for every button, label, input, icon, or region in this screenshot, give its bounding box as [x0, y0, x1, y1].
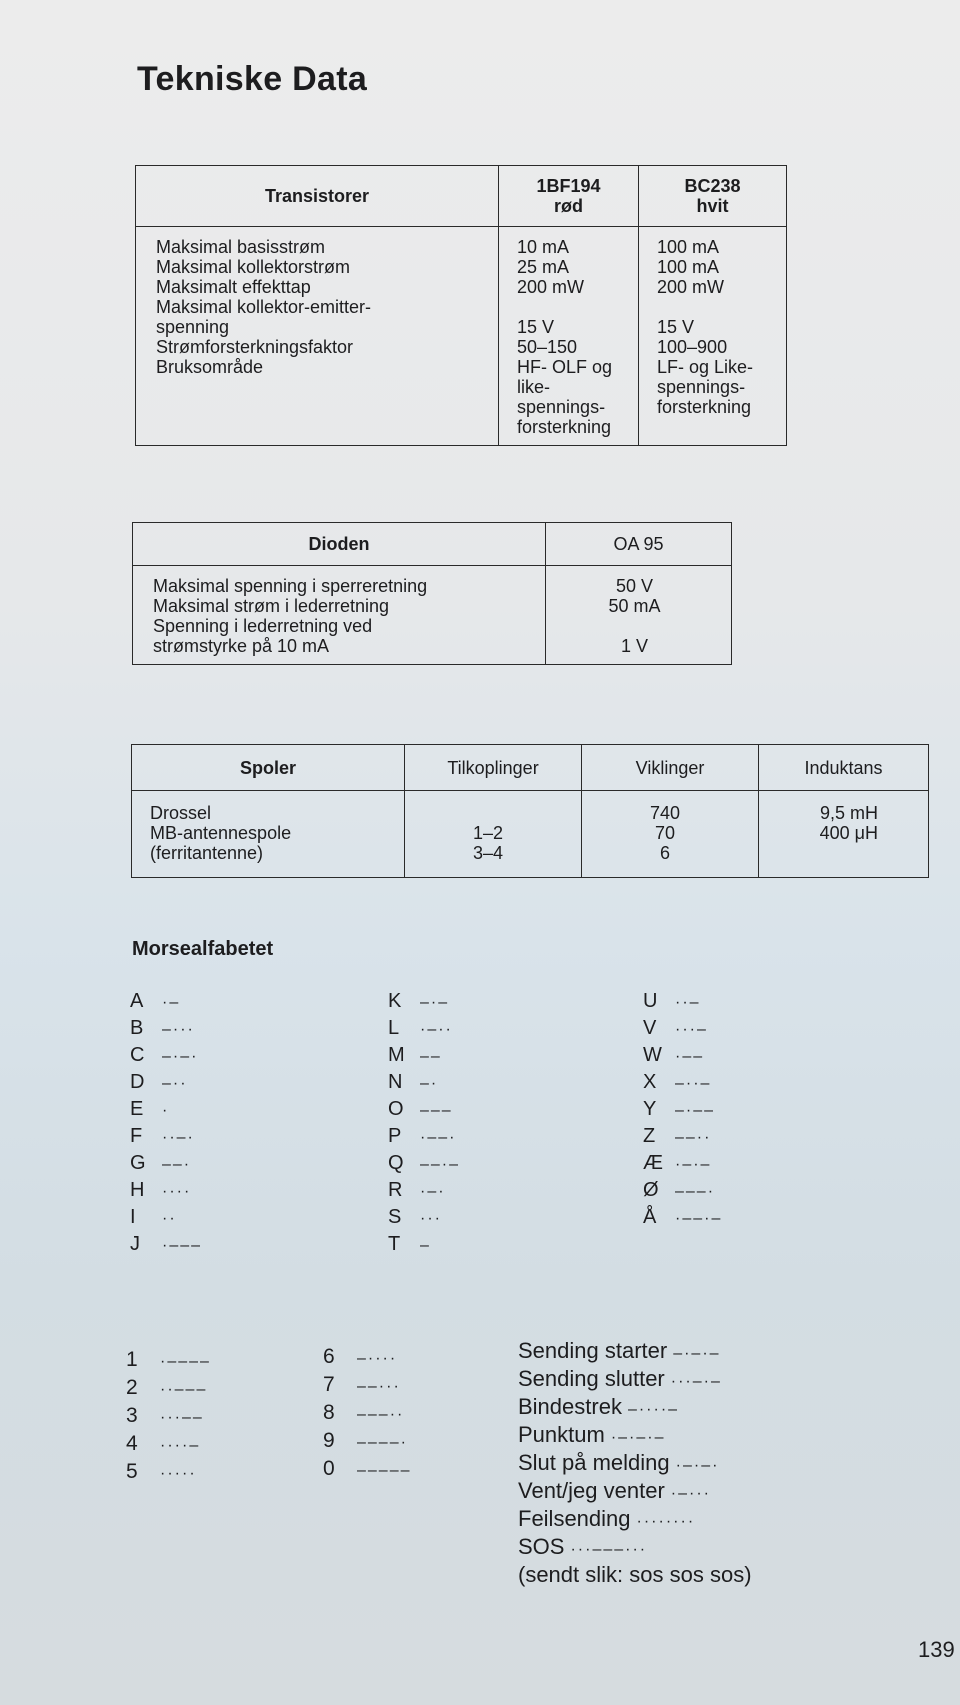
transistor-col1-values: 10 mA 25 mA 200 mW 15 V 50–150 HF- OLF og like- spennings- forsterkning	[499, 227, 639, 446]
morse-entry	[388, 1015, 460, 1042]
procedure-entry	[518, 1337, 758, 1365]
transistor-col2-values: 100 mA 100 mA 200 mW 15 V 100–900 LF- og Like- spennings- forsterkning	[639, 227, 787, 446]
morse-code: –··–	[675, 1075, 712, 1092]
morse-character: W	[643, 1044, 662, 1066]
morse-entry	[126, 1346, 211, 1374]
morse-code: ·–·–	[675, 1156, 712, 1173]
morse-character: F	[130, 1125, 143, 1147]
morse-character: Z	[643, 1125, 656, 1147]
procedure-label: Slut på melding	[518, 1450, 670, 1475]
morse-character: Æ	[643, 1152, 663, 1174]
morse-entry	[388, 1204, 460, 1231]
morse-entry	[130, 1150, 202, 1177]
morse-code: ––··	[675, 1129, 712, 1146]
morse-entry	[323, 1399, 412, 1427]
procedure-entry	[518, 1561, 758, 1589]
morse-code: ·–·	[420, 1183, 446, 1200]
morse-code: ––	[420, 1048, 442, 1065]
morse-character: 5	[126, 1460, 138, 1483]
morse-code: –––·	[675, 1183, 716, 1200]
morse-character: B	[130, 1017, 144, 1039]
morse-character: 1	[126, 1348, 138, 1371]
morse-character: L	[388, 1017, 400, 1039]
morse-code: ··	[162, 1210, 177, 1227]
morse-code: ·····	[160, 1465, 197, 1482]
morse-entry	[126, 1374, 211, 1402]
morse-entry	[643, 1015, 722, 1042]
diode-table	[132, 522, 732, 665]
morse-character: K	[388, 990, 402, 1012]
morse-code: –––··	[357, 1406, 405, 1423]
morse-entry	[643, 1069, 722, 1096]
morse-code: ·––––	[160, 1353, 211, 1370]
morse-entry	[388, 1069, 460, 1096]
morse-entry	[643, 1177, 722, 1204]
procedure-code: ·–···	[670, 1485, 711, 1502]
morse-entry	[130, 1042, 202, 1069]
morse-code: ––·–	[420, 1156, 461, 1173]
digits-column-2	[323, 1343, 412, 1483]
morse-character: 2	[126, 1376, 138, 1399]
morse-character: E	[130, 1098, 144, 1120]
morse-code: ––···	[357, 1378, 401, 1395]
diode-col-header: OA 95	[546, 523, 732, 566]
digits-column-1	[126, 1346, 211, 1486]
morse-entry	[130, 1015, 202, 1042]
procedure-label: (sendt slik: sos sos sos)	[518, 1562, 752, 1587]
morse-code: –·	[420, 1075, 439, 1092]
morse-code: ·––·	[420, 1129, 457, 1146]
morse-code: –	[420, 1237, 431, 1254]
morse-column-1	[130, 988, 202, 1258]
coil-windings: 740 70 6	[582, 791, 759, 878]
morse-entry	[126, 1402, 211, 1430]
morse-code: ––·	[162, 1156, 192, 1173]
morse-character: Q	[388, 1152, 404, 1174]
transistor-col1-header: 1BF194 rød	[499, 166, 639, 227]
morse-character: 3	[126, 1404, 138, 1427]
morse-code: –····	[357, 1350, 398, 1367]
morse-code: ···––	[160, 1409, 204, 1426]
table-row	[132, 791, 929, 878]
table-row	[133, 566, 732, 665]
morse-code: ··–––	[160, 1381, 208, 1398]
morse-character: V	[643, 1017, 657, 1039]
morse-code: ····–	[160, 1437, 201, 1454]
morse-character: Y	[643, 1098, 657, 1120]
page-title: Tekniske Data	[137, 60, 368, 98]
morse-entry	[643, 988, 722, 1015]
procedure-label: Sending starter	[518, 1338, 668, 1363]
procedure-label: SOS	[518, 1534, 565, 1559]
procedure-signals	[518, 1337, 758, 1589]
morse-entry	[643, 1123, 722, 1150]
morse-character: 8	[323, 1401, 335, 1424]
morse-entry	[323, 1427, 412, 1455]
procedure-entry	[518, 1421, 758, 1449]
morse-code: –·–	[420, 994, 450, 1011]
morse-character: 6	[323, 1345, 335, 1368]
morse-character: D	[130, 1071, 145, 1093]
coil-names: Drossel MB-antennespole (ferritantenne)	[132, 791, 405, 878]
procedure-entry	[518, 1533, 758, 1561]
morse-entry	[130, 988, 202, 1015]
morse-character: N	[388, 1071, 403, 1093]
morse-entry	[643, 1204, 722, 1231]
morse-code: –·–·	[162, 1048, 199, 1065]
coil-windings-header: Viklinger	[582, 745, 759, 791]
coil-table	[131, 744, 929, 878]
procedure-entry	[518, 1477, 758, 1505]
diode-header: Dioden	[133, 523, 546, 566]
procedure-entry	[518, 1365, 758, 1393]
morse-character: 7	[323, 1373, 335, 1396]
morse-entry	[388, 1096, 460, 1123]
morse-character: Å	[643, 1206, 657, 1228]
transistor-col2-header: BC238 hvit	[639, 166, 787, 227]
morse-entry	[388, 1231, 460, 1258]
morse-code: ––––·	[357, 1434, 408, 1451]
coil-header: Spoler	[132, 745, 405, 791]
procedure-code: ·–·–·–	[610, 1429, 666, 1446]
morse-code: –––––	[357, 1462, 412, 1479]
procedure-label: Sending slutter	[518, 1366, 665, 1391]
morse-code: ·	[162, 1102, 170, 1119]
procedure-entry	[518, 1505, 758, 1533]
transistor-table	[135, 165, 787, 446]
morse-entry	[388, 1150, 460, 1177]
morse-character: R	[388, 1179, 403, 1201]
table-header-row	[136, 166, 787, 227]
table-header-row	[132, 745, 929, 791]
procedure-entry	[518, 1393, 758, 1421]
morse-entry	[126, 1430, 211, 1458]
procedure-label: Feilsending	[518, 1506, 631, 1531]
morse-character: 4	[126, 1432, 138, 1455]
morse-entry	[130, 1204, 202, 1231]
morse-code: ·––	[675, 1048, 705, 1065]
procedure-entry	[518, 1449, 758, 1477]
morse-character: 9	[323, 1429, 335, 1452]
morse-code: ···–	[675, 1021, 708, 1038]
morse-character: M	[388, 1044, 405, 1066]
morse-code: ··–	[675, 994, 701, 1011]
morse-code: ···	[420, 1210, 442, 1227]
transistor-labels: Maksimal basisstrøm Maksimal kollektorstrøm Maksimalt effekttap Maksimal kollektor-emitter- spenning Strømforsterkningsfaktor Bruksområde	[136, 227, 499, 446]
morse-code: ··–·	[162, 1129, 195, 1146]
procedure-label: Punktum	[518, 1422, 605, 1447]
morse-column-2	[388, 988, 460, 1258]
morse-entry	[126, 1458, 211, 1486]
transistor-header: Transistorer	[136, 166, 499, 227]
coil-connections: 1–2 3–4	[405, 791, 582, 878]
morse-character: A	[130, 990, 144, 1012]
morse-character: O	[388, 1098, 404, 1120]
coil-inductance-header: Induktans	[759, 745, 929, 791]
procedure-code: ···–·–	[670, 1373, 722, 1390]
morse-entry	[323, 1371, 412, 1399]
table-row	[136, 227, 787, 446]
morse-entry	[388, 988, 460, 1015]
morse-entry	[388, 1177, 460, 1204]
morse-entry	[130, 1177, 202, 1204]
morse-character: X	[643, 1071, 657, 1093]
morse-entry	[130, 1096, 202, 1123]
morse-code: ·–	[162, 994, 181, 1011]
morse-entry	[130, 1069, 202, 1096]
morse-entry	[323, 1455, 412, 1483]
procedure-code: –·–·–	[673, 1345, 721, 1362]
morse-character: Ø	[643, 1179, 659, 1201]
morse-character: G	[130, 1152, 146, 1174]
table-header-row	[133, 523, 732, 566]
procedure-code: ········	[636, 1513, 696, 1530]
morse-entry	[643, 1096, 722, 1123]
morse-character: C	[130, 1044, 145, 1066]
morse-character: I	[130, 1206, 136, 1228]
morse-code: –·––	[675, 1102, 716, 1119]
morse-character: H	[130, 1179, 145, 1201]
morse-title: Morsealfabetet	[132, 938, 274, 960]
procedure-code: ·–·–·	[675, 1457, 720, 1474]
procedure-label: Bindestrek	[518, 1394, 622, 1419]
morse-entry	[388, 1123, 460, 1150]
morse-entry	[643, 1150, 722, 1177]
procedure-label: Vent/jeg venter	[518, 1478, 665, 1503]
morse-character: S	[388, 1206, 402, 1228]
diode-labels: Maksimal spenning i sperreretning Maksimal strøm i lederretning Spenning i lederretning ved strømstyrke på 10 mA	[133, 566, 546, 665]
morse-code: ····	[162, 1183, 192, 1200]
page-number: 139	[918, 1637, 955, 1662]
morse-entry	[388, 1042, 460, 1069]
coil-inductance: 9,5 mH 400 μH	[759, 791, 929, 878]
morse-code: –··	[162, 1075, 188, 1092]
morse-code: –––	[420, 1102, 453, 1119]
morse-character: U	[643, 990, 658, 1012]
diode-values: 50 V 50 mA 1 V	[546, 566, 732, 665]
morse-code: –···	[162, 1021, 195, 1038]
morse-character: J	[130, 1233, 140, 1255]
procedure-code: ···–––···	[570, 1541, 648, 1558]
morse-character: P	[388, 1125, 402, 1147]
procedure-code: –····–	[627, 1401, 680, 1418]
morse-column-3	[643, 988, 722, 1231]
morse-entry	[643, 1042, 722, 1069]
morse-entry	[130, 1123, 202, 1150]
morse-code: ·––·–	[675, 1210, 723, 1227]
morse-code: ·–··	[420, 1021, 453, 1038]
morse-entry	[323, 1343, 412, 1371]
morse-character: T	[388, 1233, 401, 1255]
coil-connections-header: Tilkoplinger	[405, 745, 582, 791]
morse-character: 0	[323, 1457, 335, 1480]
morse-code: ·–––	[162, 1237, 203, 1254]
morse-entry	[130, 1231, 202, 1258]
